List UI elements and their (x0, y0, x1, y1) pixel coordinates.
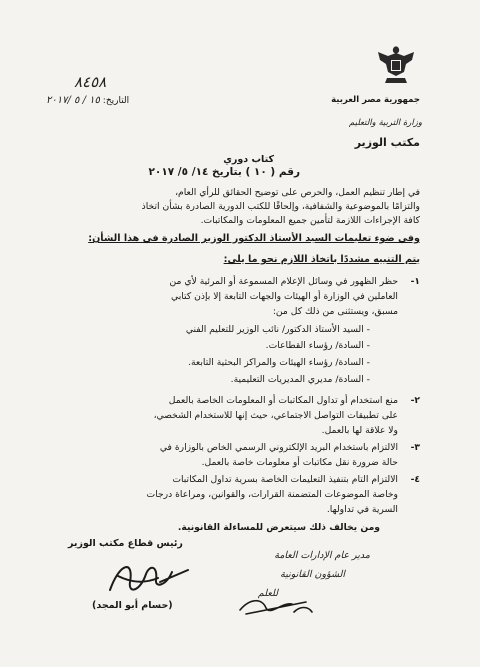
item-number: ١- (410, 276, 420, 287)
handwritten-initials-icon (236, 592, 322, 620)
handwritten-note: الشؤون القانونية (280, 569, 345, 580)
signature-title: رئيس قطاع مكتب الوزير (68, 538, 183, 549)
item-line: مسبق، ويستثنى من ذلك كل من: (272, 306, 398, 317)
item-line: ولا علاقة لها بالعمل. (321, 425, 398, 436)
closing-statement: ومن يخالف ذلك سيتعرض للمساءلة القانونية. (177, 522, 380, 533)
handwritten-note: مدير عام الإدارات العامة (274, 550, 370, 561)
item-line: منع استخدام أو تداول المكاتبات أو المعلومات الخاصة بالعمل (168, 395, 398, 406)
intro-line: والتزامًا بالموضوعية والشفافية، وإلحاقًا للكتب الدورية الصادرة بشأن اتخاذ (141, 201, 420, 212)
signatory-name: (حسام أبو المجد) (92, 600, 173, 611)
org-country: جمهورية مصر العربية (331, 95, 420, 105)
handwritten-note: للعلم (257, 588, 278, 599)
item-number: ٢- (410, 395, 420, 406)
item-line: على تطبيقات التواصل الاجتماعي، حيث إنها للاستخدام الشخصي، (153, 410, 398, 421)
handwritten-number: ٨٤٥٨ (74, 73, 107, 91)
org-office: مكتب الوزير (354, 136, 420, 149)
item-line: الالتزام التام بتنفيذ التعليمات الخاصة بسرية تداول المكاتبات (172, 474, 398, 485)
item-number: ٣- (410, 442, 420, 453)
section-heading: وفي ضوء تعليمات السيد الأستاذ الدكتور الوزير الصادرة في هذا الشأن: (88, 233, 420, 244)
list-item: - السيد الأستاذ الدكتور/ نائب الوزير للتعليم الفني (185, 324, 370, 335)
item-line: العاملين في الوزارة أو الهيئات والجهات التابعة إلا بإذن كتابي (171, 291, 398, 302)
eagle-emblem-icon (374, 42, 418, 90)
item-line: السرية في تداولها. (326, 504, 398, 515)
org-ministry: وزارة التربية والتعليم (349, 118, 422, 128)
section-heading: يتم التنبيه مشددًا باتخاذ اللازم نحو ما يلي: (223, 254, 420, 265)
intro-line: كافة الإجراءات اللازمة لتأمين جميع المعلومات والمكاتبات. (200, 215, 420, 226)
list-item: - السادة/ رؤساء الهيئات والمراكز البحثية التابعة. (188, 357, 370, 368)
item-line: وخاصة الموضوعات المتضمنة القرارات، والقوانين، ومراعاة درجات (146, 489, 398, 500)
item-line: حظر الظهور في وسائل الإعلام المسموعة أو المرئية لأي من (169, 276, 398, 287)
item-line: الالتزام باستخدام البريد الإلكتروني الرسمي الخاص بالوزارة في (159, 442, 398, 453)
letter-number: رقم ( ١٠ ) بتاريخ ١٤/ ٥/ ٢٠١٧ (148, 166, 300, 178)
date-label: التاريخ: (102, 96, 130, 106)
letter-type: كتاب دوري (223, 154, 274, 165)
intro-line: في إطار تنظيم العمل، والحرص على توضيح الحقائق للرأي العام، (175, 187, 420, 198)
list-item: - السادة/ مديري المديريات التعليمية. (230, 374, 370, 385)
item-line: حالة ضرورة نقل مكاتبات أو معلومات خاصة بالعمل. (201, 457, 398, 468)
date-field (46, 95, 129, 106)
handwritten-signature-icon (100, 552, 195, 600)
item-number: ٤- (410, 474, 420, 485)
date-value: ١٥ / ٥ /٢٠١٧ (46, 95, 100, 106)
list-item: - السادة/ رؤساء القطاعات. (265, 340, 370, 351)
